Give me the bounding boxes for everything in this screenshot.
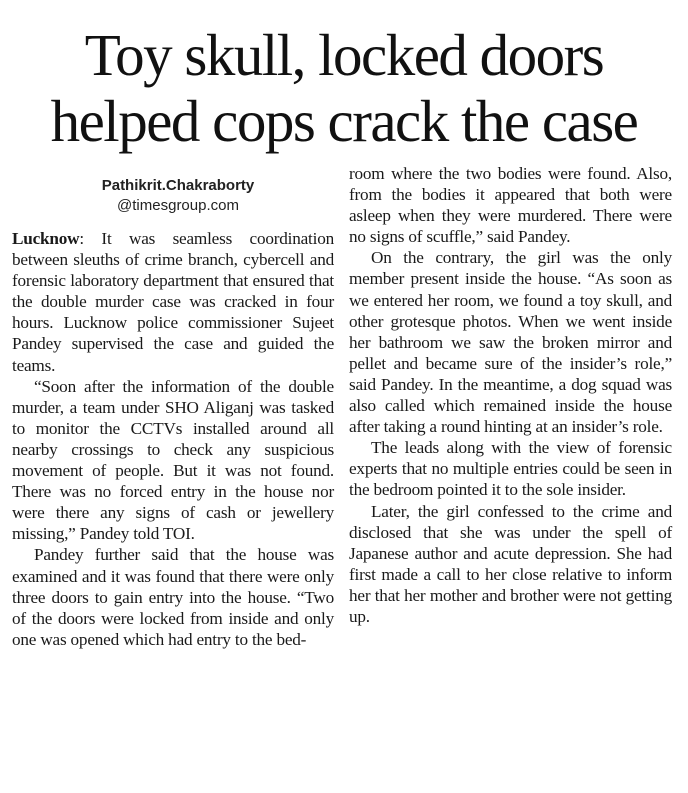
paragraph (12, 228, 334, 376)
paragraph: “Soon after the information of the double murder, a team under SHO Aliganj was tasked to monitor the CCTVs installed around all nearby crossings to check any suspicious movement of people. But it was not found. There was no forced entry in the house nor were there any signs of cash or jewellery missing,” Pandey told TOI. (12, 376, 334, 544)
headline-line-1: Toy skull, locked doors (84, 22, 604, 88)
byline-name: Pathikrit.Chakraborty (101, 177, 255, 194)
dateline: Lucknow (12, 229, 80, 248)
paragraph: The leads along with the view of forensic experts that no multiple entries could be seen in the bedroom pointed it to the sole insider. (349, 438, 672, 500)
paragraph: Later, the girl confessed to the crime and disclosed that she was under the spell of Japanese author and acute depression. She had first made a call to her close relative to inform her that her mother and brother were not getting up. (349, 501, 672, 626)
article-column-left (12, 228, 334, 650)
paragraph: On the contrary, the girl was the only member present inside the house. “As soon as we entered her room, we found a toy skull, and other grotesque photos. When we went inside her bathroom we saw the broken mirror and pellet and became sure of the insider’s role,” said Pandey. In the meantime, a dog squad was also called which remained inside the house after taking a round hinting at an insider’s role. (349, 248, 672, 437)
byline (78, 176, 278, 216)
byline-email: @timesgroup.com (117, 197, 239, 214)
paragraph-text: : It was seamless coordination between sleuths of crime branch, cybercell and forensic laboratory department that ensured that the double murder case was cracked in four hours. Lucknow police commissioner Sujeet Pandey supervised the case and guided the teams. (12, 229, 334, 375)
headline (0, 22, 688, 154)
paragraph: Pandey further said that the house was examined and it was found that there were only three doors to gain entry into the house. “Two of the doors were locked from inside and only one was opened which had entry to the bed- (12, 545, 334, 649)
headline-line-2: helped cops crack the case (50, 88, 638, 154)
article-column-right (349, 163, 672, 627)
paragraph: room where the two bodies were found. Also, from the bodies it appeared that both were asleep when they were murdered. There were no signs of scuffle,” said Pandey. (349, 164, 672, 247)
